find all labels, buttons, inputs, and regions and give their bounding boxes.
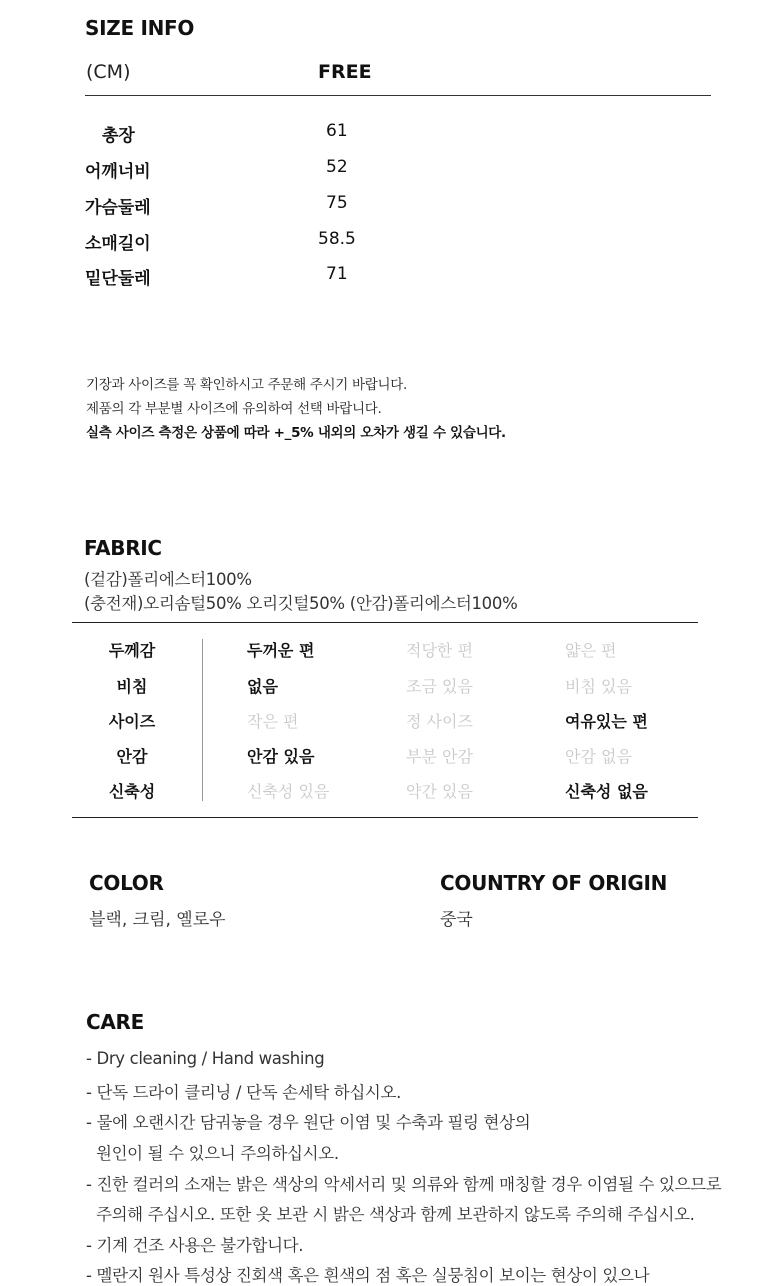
property-category: 비침	[116, 677, 148, 696]
origin-title: COUNTRY OF ORIGIN	[440, 871, 668, 895]
property-option: 얇은 편	[565, 641, 617, 660]
property-option-selected: 여유있는 편	[565, 712, 648, 731]
size-row	[85, 121, 485, 149]
size-row	[85, 229, 485, 257]
size-row	[85, 157, 485, 185]
care-line: - 기계 건조 사용은 불가합니다.	[86, 1236, 304, 1255]
table-row	[72, 709, 698, 735]
color-value: 블랙, 크림, 옐로우	[89, 910, 226, 930]
property-option: 비침 있음	[565, 677, 632, 696]
property-option: 신축성 있음	[247, 782, 330, 801]
property-option: 작은 편	[247, 712, 299, 731]
fabric-line: (충전재)오리솜털50% 오리깃털50% (안감)폴리에스터100%	[84, 594, 518, 613]
fabric-properties-table	[72, 622, 698, 818]
size-table-divider	[85, 95, 711, 96]
size-row-label: 어깨너비	[85, 162, 151, 182]
unit-label: (CM)	[86, 61, 131, 83]
table-row	[72, 674, 698, 700]
size-row-value: 61	[326, 121, 348, 141]
property-option: 약간 있음	[406, 782, 473, 801]
table-row	[72, 744, 698, 770]
property-option: 부분 안감	[406, 747, 473, 766]
size-note: 제품의 각 부분별 사이즈에 유의하여 선택 바랍니다.	[86, 401, 382, 417]
care-line: - 멜란지 원사 특성상 진회색 혹은 흰색의 점 혹은 실뭉침이 보이는 현상이 있으나	[86, 1266, 650, 1285]
care-line: - 물에 오랜시간 담궈놓을 경우 원단 이염 및 수축과 필링 현상의	[86, 1113, 531, 1132]
care-line: 원인이 될 수 있으니 주의하십시오.	[96, 1144, 339, 1163]
color-title: COLOR	[89, 871, 164, 895]
care-line: 주의해 주십시오. 또한 옷 보관 시 밝은 색상과 함께 보관하지 않도록 주의해 주십시오.	[96, 1205, 695, 1224]
size-header-free: FREE	[318, 61, 372, 83]
size-note: 기장과 사이즈를 꼭 확인하시고 주문해 주시기 바랍니다.	[86, 377, 407, 393]
table-row	[72, 638, 698, 664]
size-row-value: 75	[326, 193, 348, 213]
size-info-title: SIZE INFO	[85, 16, 195, 40]
property-option: 안감 없음	[565, 747, 632, 766]
fabric-line: (겉감)폴리에스터100%	[84, 570, 252, 589]
size-row	[85, 264, 485, 292]
origin-value: 중국	[440, 910, 473, 930]
size-row-value: 71	[326, 264, 348, 284]
size-row-value: 52	[326, 157, 348, 177]
property-category: 안감	[116, 747, 148, 766]
size-row-label: 소매길이	[85, 234, 151, 254]
size-row-label: 가슴둘레	[85, 198, 151, 218]
property-category: 사이즈	[108, 712, 156, 731]
property-option-selected: 없음	[247, 677, 278, 696]
care-title: CARE	[86, 1010, 145, 1034]
property-option-selected: 안감 있음	[247, 747, 315, 766]
size-row	[85, 193, 485, 221]
property-category: 신축성	[108, 782, 156, 801]
care-line: - 진한 컬러의 소재는 밝은 색상의 악세서리 및 의류와 함께 매칭할 경우 이염될 수 있으므로	[86, 1175, 722, 1194]
size-row-label: 밑단둘레	[85, 269, 151, 289]
property-option: 조금 있음	[406, 677, 473, 696]
care-line: - Dry cleaning / Hand washing	[86, 1049, 325, 1068]
property-option: 적당한 편	[406, 641, 473, 660]
table-row	[72, 779, 698, 805]
size-row-value: 58.5	[318, 229, 356, 249]
size-note-bold: 실측 사이즈 측정은 상품에 따라 +_5% 내외의 오차가 생길 수 있습니다.	[86, 425, 506, 441]
care-line: - 단독 드라이 클리닝 / 단독 손세탁 하십시오.	[86, 1083, 401, 1102]
property-category: 두께감	[108, 641, 156, 660]
size-row-label: 총장	[102, 126, 135, 146]
property-option: 정 사이즈	[406, 712, 473, 731]
property-option-selected: 신축성 없음	[565, 782, 648, 801]
fabric-title: FABRIC	[84, 536, 162, 560]
property-option-selected: 두꺼운 편	[247, 641, 315, 660]
